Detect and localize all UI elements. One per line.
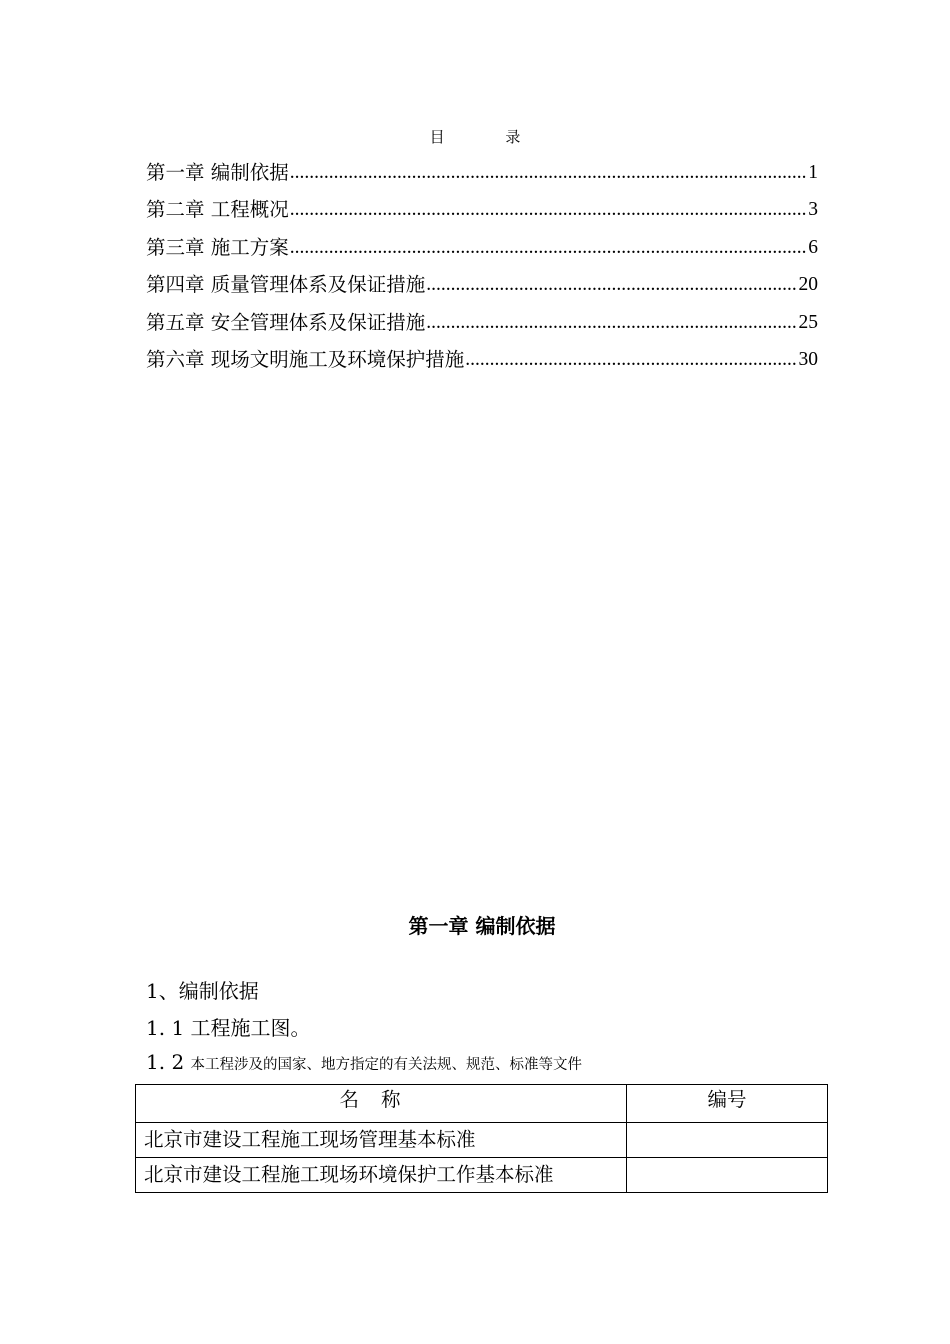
toc-item-label: 第二章 工程概况 [146, 198, 289, 222]
toc-item-chapter-5[interactable] [146, 304, 818, 341]
toc-item-label: 第一章 编制依据 [146, 160, 289, 184]
toc-leader-dots [426, 304, 797, 341]
toc-item-page: 20 [798, 274, 818, 296]
toc-item-label: 第四章 质量管理体系及保证措施 [146, 273, 426, 297]
subsection-1-1: 1. 1 工程施工图。 [146, 1016, 311, 1040]
toc-item-page: 25 [798, 311, 818, 333]
header-code: 编号 [627, 1085, 828, 1123]
toc-leader-dots [290, 154, 808, 191]
toc-item-chapter-4[interactable] [146, 266, 818, 303]
table-header-row [136, 1085, 828, 1123]
toc-item-page: 6 [808, 236, 818, 258]
subsection-number: 1. 2 [146, 1050, 191, 1074]
cell-code [627, 1123, 828, 1158]
toc-item-chapter-2[interactable] [146, 191, 818, 228]
toc-item-chapter-1[interactable] [146, 154, 818, 191]
toc-leader-dots [426, 266, 797, 303]
cell-code [627, 1158, 828, 1193]
standards-table [135, 1084, 828, 1193]
toc-item-chapter-3[interactable] [146, 229, 818, 266]
toc-leader-dots [290, 229, 808, 266]
chapter-heading: 第一章 编制依据 [408, 914, 556, 938]
cell-name: 北京市建设工程施工现场管理基本标准 [136, 1123, 627, 1158]
toc-item-page: 1 [808, 161, 818, 183]
toc-leader-dots [290, 191, 808, 228]
table-row [136, 1123, 828, 1158]
toc-item-label: 第六章 现场文明施工及环境保护措施 [146, 347, 465, 371]
toc-item-page: 3 [808, 199, 818, 221]
subsection-text: 本工程涉及的国家、地方指定的有关法规、规范、标准等文件 [190, 1057, 583, 1073]
toc-item-label: 第三章 施工方案 [146, 235, 289, 259]
toc-item-chapter-6[interactable] [146, 341, 818, 378]
cell-name: 北京市建设工程施工现场环境保护工作基本标准 [136, 1158, 627, 1193]
table-of-contents [146, 154, 818, 378]
table-row [136, 1158, 828, 1193]
toc-item-page: 30 [798, 348, 818, 370]
toc-title: 目 录 [429, 128, 549, 146]
section-heading: 1、编制依据 [146, 979, 259, 1003]
toc-item-label: 第五章 安全管理体系及保证措施 [146, 310, 426, 334]
header-name: 名称 [136, 1085, 627, 1123]
subsection-1-2 [146, 1050, 582, 1074]
toc-leader-dots [465, 341, 797, 378]
